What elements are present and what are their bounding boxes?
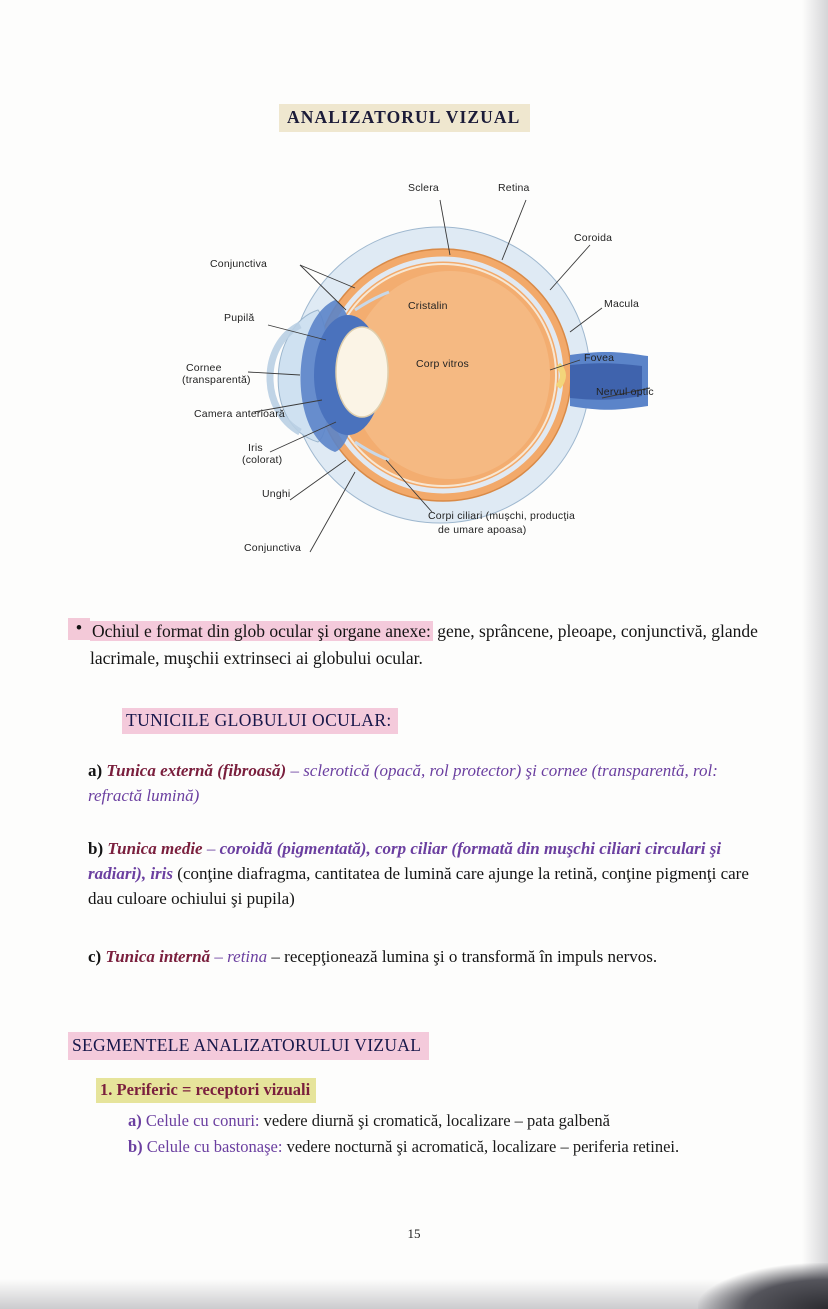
label-cristalin: Cristalin [408,300,448,312]
heading-tunici: TUNICILE GLOBULUI OCULAR: [122,708,398,734]
bullet-dot-icon: • [68,618,90,640]
label-pupila: Pupilă [224,312,255,324]
label-corpi-ciliari-line1: Corpi ciliari (muşchi, producţia [428,510,576,522]
dash-b: – [202,839,220,858]
scan-shadow-right [802,0,828,1309]
bullet-ochiul [68,618,768,672]
label-camera-anterioara: Camera anterioară [194,408,285,420]
desc-bastonase: vedere nocturnă şi acromatică, localizare – periferia retinei. [282,1137,680,1156]
desc-tunica-medie-violet: coroidă (pigmentată), corp ciliar (formată din muşchi ciliari circulari şi radiari), iris [88,839,722,883]
paragraph-tunica-medie [88,836,768,911]
heading-periferic: 1. Periferic = receptori vizuali [96,1078,316,1103]
term-tunica-medie: Tunica medie [107,839,203,858]
heading-segmente: SEGMENTELE ANALIZATORULUI VIZUAL [68,1032,429,1060]
desc-conuri: vedere diurnă şi cromatică, localizare – pata galbenă [259,1111,610,1130]
list-item-bastonase [128,1134,768,1159]
bullet-ochiul-text [90,618,768,672]
scan-shadow-corner [698,1263,828,1309]
desc-tunica-interna-violet: retina [227,947,268,966]
scan-shadow-bottom [0,1279,828,1309]
label-corp-vitros: Corp vitros [416,358,469,370]
label-conjunctiva-top: Conjunctiva [210,258,268,270]
marker-a: a) [88,761,103,780]
term-tunica-externa: Tunica externă (fibroasă) [106,761,287,780]
bullet-ochiul-rest: gene, sprâncene, pleoape, conjunctivă, glande lacrimale, muşchii extrinseci ai globului ocular. [90,621,758,668]
label-macula: Macula [604,298,640,310]
label-conjunctiva-bottom: Conjunctiva [244,542,302,554]
term-bastonase: Celule cu bastonaşe: [146,1137,283,1156]
desc-tunica-interna-plain: – recepţionează lumina şi o transformă în impuls nervos. [267,947,658,966]
desc-tunica-medie-plain: (conţine diafragma, cantitatea de lumină care ajunge la retină, conţine pigmenţi care dau culoare ochiului şi pupila) [88,864,749,908]
list-item-conuri [128,1108,768,1133]
eye-anatomy-diagram [150,160,710,580]
label-cornee-sub: (transparentă) [182,374,251,386]
label-unghi: Unghi [262,488,291,500]
label-nervul-optic: Nervul optic [596,386,654,398]
term-conuri: Celule cu conuri: [145,1111,260,1130]
label-fovea: Fovea [584,352,615,364]
label-corpi-ciliari-line2: de umare apoasa) [438,524,527,536]
label-cornee: Cornee [186,362,222,374]
term-tunica-interna: Tunica internă [105,947,211,966]
desc-tunica-externa: sclerotică (opacă, rol protector) şi cornee (transparentă, rol: refractă lumină) [88,761,718,805]
page-title: ANALIZATORUL VIZUAL [279,104,530,132]
marker-c: c) [88,947,102,966]
dash-a: – [286,761,304,780]
label-iris-sub: (colorat) [242,454,283,466]
paragraph-tunica-externa [88,758,768,808]
label-retina: Retina [498,182,530,194]
page-number: 15 [407,1226,421,1241]
label-coroida: Coroida [574,232,613,244]
label-iris: Iris [248,442,263,454]
bullet-ochiul-highlight: Ochiul e format din glob ocular şi organe anexe: [92,621,431,641]
dash-c: – [210,947,228,966]
paragraph-tunica-interna [88,944,768,969]
marker-1a: a) [128,1111,142,1130]
label-sclera: Sclera [408,182,439,194]
marker-b: b) [88,839,104,858]
marker-1b: b) [128,1137,143,1156]
